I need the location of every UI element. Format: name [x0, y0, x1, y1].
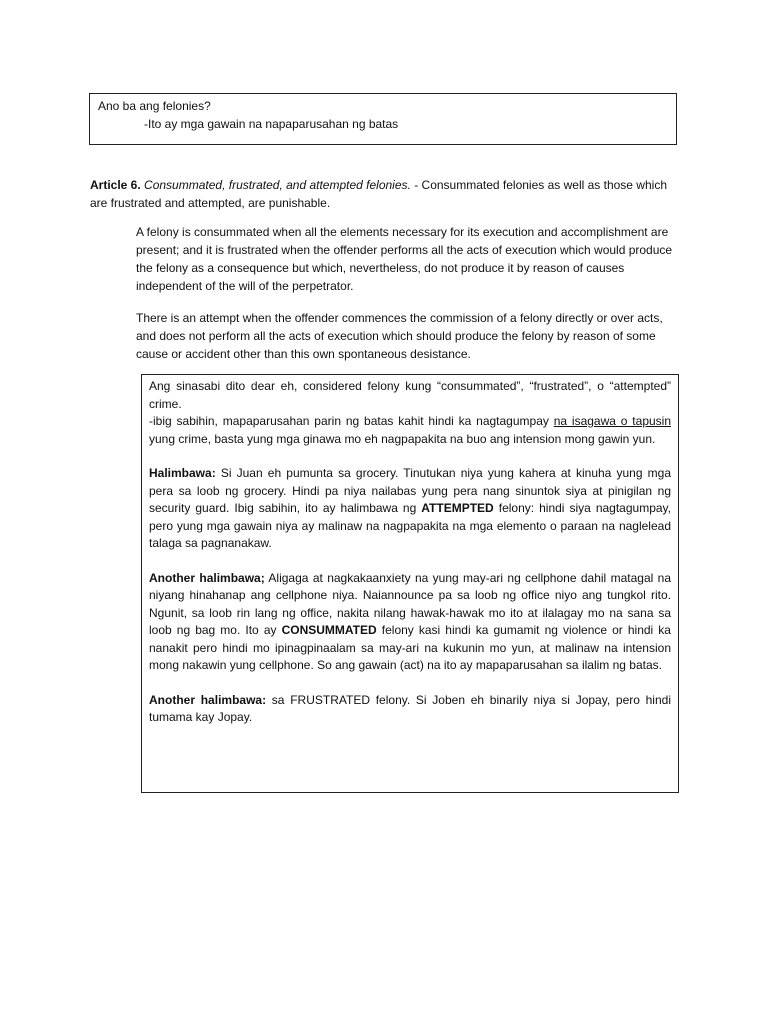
paragraph-consummated-frustrated: A felony is consummated when all the elements necessary for its execution and accomplishment are present; and it is frustrated when the offender performs all the acts of execution which would produce the felony as a consequence but which, nevertheless, do not produce it by reason of causes independent of the will of the perpetrator.	[136, 225, 673, 293]
article-heading	[90, 176, 680, 212]
example-3-text: sa FRUSTRATED felony. Si Joben eh binarily niya si Jopay, pero hindi tumama kay Jopay.	[149, 692, 671, 724]
intro-2-post: yung crime, basta yung mga ginawa mo eh nagpapakita na buo ang intension mong gawin yun.	[149, 431, 656, 446]
example-1-post: felony: hindi siya nagtagumpay, pero yung mga gawain niya ay malinaw na nagpapakita na mga elemento o paraan na naglelead talaga sa pagnanakaw.	[149, 501, 671, 550]
article-separator: -	[410, 178, 422, 192]
example-consummated	[149, 570, 671, 675]
intro-line-2	[149, 413, 671, 448]
article-label: Article 6.	[90, 178, 141, 192]
example-attempted	[149, 465, 671, 553]
example-2-pre: Aligaga at nagkakaanxiety na yung may-ari ng cellphone dahil matagal na niyang hinahanap ang cellphone niya. Naiannounce pa sa loob ng office niyo ang tungkol rito. Ngunit, sa loob rin lang ng office, nakita nilang hawak-hawak mo ito at ilalagay mo na sana sa loob ng bag mo. Ito ay	[149, 570, 671, 637]
intro-2-pre: -ibig sabihin, mapaparusahan parin ng batas kahit hindi ka nagtagumpay	[149, 414, 554, 428]
example-1-bold: ATTEMPTED	[421, 501, 494, 515]
article-title: Consummated, frustrated, and attempted felonies.	[144, 178, 411, 192]
example-2-post: felony kasi hindi ka gumamit ng violence or hindi ka nanakit pero hindi mo ipinagpinaalam sa may-ari na kukunin mo yun, at malinaw na intension mong nakawin yung cellphone. So ang gawain (act) na ito ay mapaparusahan sa ilalim ng batas.	[149, 623, 671, 672]
paragraph-attempt: There is an attempt when the offender commences the commission of a felony directly or over acts, and does not perform all the acts of execution which should produce the felony by reason of some cause or accident other than this own spontaneous desistance.	[136, 311, 663, 361]
example-1-label: Halimbawa:	[149, 466, 216, 480]
example-2-bold: CONSUMMATED	[281, 623, 377, 637]
example-3-label: Another halimbawa:	[149, 692, 267, 707]
intro-line-1: Ang sinasabi dito dear eh, considered felony kung “consummated”, “frustrated”, o “attempted” crime.	[149, 379, 671, 411]
question-text: Ano ba ang felonies?	[98, 99, 211, 113]
intro-2-underlined: na isagawa o tapusin	[553, 414, 672, 428]
example-2-label: Another halimbawa;	[149, 570, 265, 585]
article-text: Consummated felonies as well as those which are frustrated and attempted, are punishable.	[90, 178, 667, 210]
question-box	[89, 93, 677, 145]
example-1-pre: Si Juan eh pumunta sa grocery. Tinutukan niya yung kahera at kinuha yung mga pera sa loob ng grocery. Hindi pa niya nailabas yung pera nang sinuntok siya at pinigilan ng security guard. Ibig sabihin, ito ay halimbawa ng	[149, 466, 671, 515]
answer-text: -Ito ay mga gawain na napaparusahan ng batas	[144, 117, 399, 131]
explanation-box	[141, 374, 679, 793]
example-frustrated	[149, 692, 671, 727]
